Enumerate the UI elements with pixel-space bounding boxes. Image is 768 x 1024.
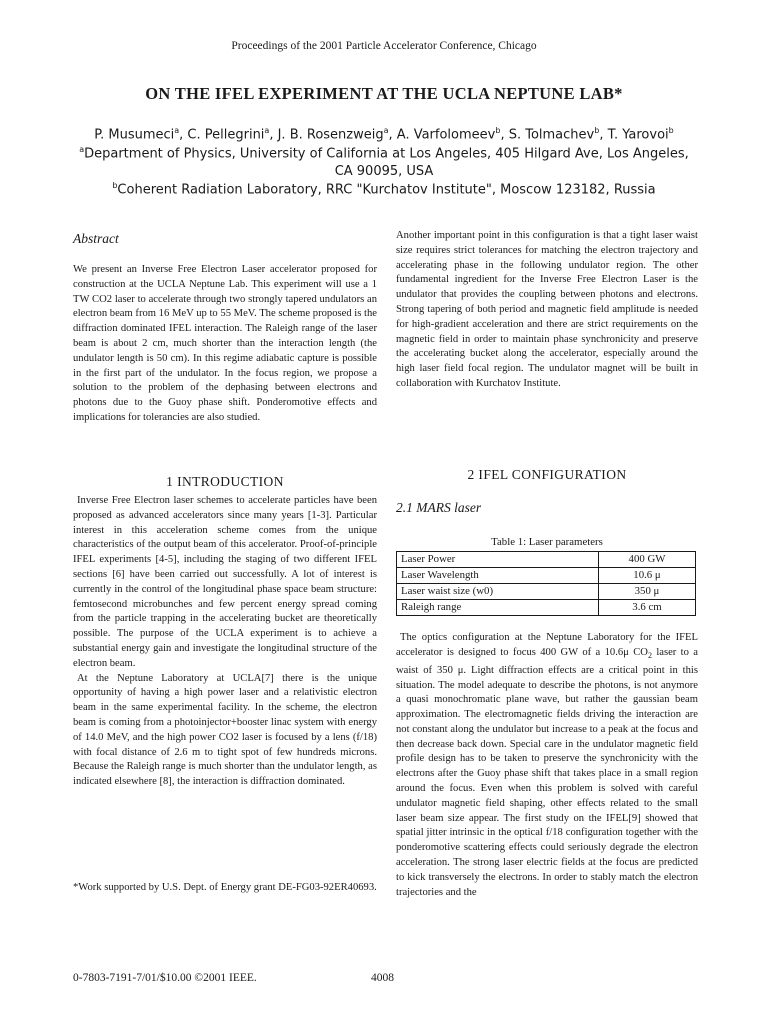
table-row: [397, 584, 696, 600]
abstract-heading: Abstract: [73, 231, 119, 246]
laser-parameters-table-wrap: [396, 551, 698, 616]
author: A. Varfolomeev: [396, 127, 496, 143]
author: S. Tolmachev: [508, 127, 595, 143]
optics-text-rest: laser to a waist of 350 μ. Light diffraction effects are a critical point in this situation. The model adequate to describe the photons, is not anymore a quasi monochromatic plane wave, but rather the gaussian beam approximation. The electromagnetic fields driving the interaction are not constant along the undulator but increase to a peak at the focus and then decrease back down. Special care in the undulator magnetic field profile design has to be taken to preserve the synchronicity with the electrons after the Guoy phase shift that takes place in a small region around the focus. Even when this problem is solved with careful undulator magnetic field shaping, other effects related to the small laser beam size appear. The first study on the IFEL[9] showed that spatial jitter intrinsic in the optical f/18 configuration together with the ponderomotive scattering effects could seriously degrade the electron acceleration. The strong laser electric fields at the focus are predicted to kick transversely the electrons. In order to stably match the electron trajectories and the: [396, 646, 699, 898]
introduction-body: [73, 494, 377, 790]
author-mark: a: [383, 126, 389, 135]
affiliation-mark: a: [79, 145, 85, 154]
affiliation-b: [70, 177, 698, 199]
copyright-footer: 0-7803-7191-7/01/$10.00 ©2001 IEEE.: [73, 972, 257, 984]
optics-text-start: The optics configuration at the Neptune Laboratory for the IFEL accelerator is designed to focus 400 GW of a 10.6μ CO: [396, 632, 698, 658]
affiliation-text: Department of Physics, University of California at Los Angeles, 405 Hilgard Ave, Los Angeles, CA 90095, USA: [84, 146, 689, 180]
laser-parameters-table: [396, 551, 696, 616]
param-name: Laser Power: [397, 552, 599, 568]
paper-title: ON THE IFEL EXPERIMENT AT THE UCLA NEPTUNE LAB*: [145, 84, 623, 103]
mars-laser-heading: 2.1 MARS laser: [396, 500, 482, 515]
param-value: 400 GW: [599, 552, 696, 568]
right-intro-text: [396, 229, 698, 392]
affiliation-text: Coherent Radiation Laboratory, RRC "Kurchatov Institute", Moscow 123182, Russia: [117, 182, 656, 198]
param-value: 350 μ: [599, 584, 696, 600]
optics-paragraph: [396, 631, 698, 900]
introduction-heading: 1 INTRODUCTION: [166, 474, 284, 489]
co2-subscript: 2: [647, 650, 652, 660]
param-value: 3.6 cm: [599, 600, 696, 616]
page-number: 4008: [371, 972, 394, 984]
param-name: Raleigh range: [397, 600, 599, 616]
author-mark: a: [264, 126, 270, 135]
author-mark: a: [174, 126, 180, 135]
right-intro-paragraph: Another important point in this configuration is that a tight laser waist size requires strict tolerances for matching the electron trajectory and accelerating phase in the following undulator region. The other fundamental ingredient for the Inverse Free Electron Laser is the undulator that provides the coupling between photons and electrons. Strong tapering of both period and magnetic field amplitude is needed for high-gradient acceleration and there are strict requirements on the magnetic field in order to maintain phase synchronicity and preserve the accelerating bucket along the accelerator, especially around the high laser field focal region. The undulator magnet will be built in collaboration with Kurchatov Institute.: [396, 230, 698, 389]
affiliation-mark: b: [112, 181, 118, 190]
table-row: [397, 600, 696, 616]
author: T. Yarovoi: [607, 127, 669, 143]
author-mark: b: [495, 126, 501, 135]
author-mark: b: [668, 126, 674, 135]
author: P. Musumeci: [94, 127, 175, 143]
table-caption: Table 1: Laser parameters: [491, 536, 603, 548]
author: C. Pellegrini: [187, 127, 265, 143]
footnote: *Work supported by U.S. Dept. of Energy grant DE-FG03-92ER40693.: [73, 882, 377, 893]
author-list: P. Musumeci$^a$, C. Pellegrini$^a$, J. B. Rosenzweig$^a$, A. Varfolomeev$^b$, S. Tolmachev$^b$, T. Yarovoi$^b$: [94, 126, 674, 143]
param-name: Laser Wavelength: [397, 568, 599, 584]
author-mark: b: [594, 126, 600, 135]
abstract-paragraph: We present an Inverse Free Electron Laser accelerator proposed for construction at the UCLA Neptune Lab. This experiment will use a 1 TW CO2 laser to accelerate through two strongly tapered undulators an electron beam from 16 MeV up to 55 MeV. The scheme proposed is the diffraction dominated IFEL interaction. The Raleigh range of the laser beam is about 2 cm, much shorter than the interaction length (the undulator length is 50 cm). In this regime adiabatic capture is possible in the first part of the undulator. In the focus region, we propose a solution to the problem of the dephasing between electrons and photons due to the Guoy phase shift. Ponderomotive effects and implications for tolerancies are also studied.: [73, 264, 377, 423]
author: J. B. Rosenzweig: [277, 127, 384, 143]
proceedings-header: Proceedings of the 2001 Particle Accelerator Conference, Chicago: [231, 40, 537, 52]
optics-configuration-text: [396, 631, 698, 900]
ifel-configuration-heading: 2 IFEL CONFIGURATION: [467, 467, 627, 482]
intro-paragraph-1: Inverse Free Electron laser schemes to accelerate particles have been proposed as advanced accelerators since many years [1-3]. Particular interest in this acceleration scheme comes from the unique characteristics of the output beam of this accelerator. Proof-of-principle IFEL experiments [4-5], including the staging of two different IFEL sections [6] have been carried out successfully. A lot of interest is currently in the control of the longitudinal phase space beam structure: femtosecond microbunches and few percent energy spread coming from the particle trapping in the accelerating bucket are theoretically possible. The purpose of the UCLA experiment is to achieve a substantial energy gain and investigate the longitudinal structure of the electron beam.: [73, 495, 377, 669]
table-row: [397, 568, 696, 584]
intro-paragraph-2: At the Neptune Laboratory at UCLA[7] there is the unique opportunity of having a high power laser and a relativistic electron beam in the same experimental facility. In the scheme, the electron beam is coming from a photoinjector+booster linac system with energy of 14.0 MeV, and the high power CO2 laser is focused by a lens (f/18) with focal distance of 2.6 m to tight spot of few hundreds microns. Because the Raleigh range is much shorter than the undulator length, as indicated elsewhere [8], the interaction is diffraction dominated.: [73, 672, 377, 788]
param-value: 10.6 μ: [599, 568, 696, 584]
affiliation-a: [70, 141, 698, 181]
abstract-text: [73, 263, 377, 426]
param-name: Laser waist size (w0): [397, 584, 599, 600]
table-row: [397, 552, 696, 568]
